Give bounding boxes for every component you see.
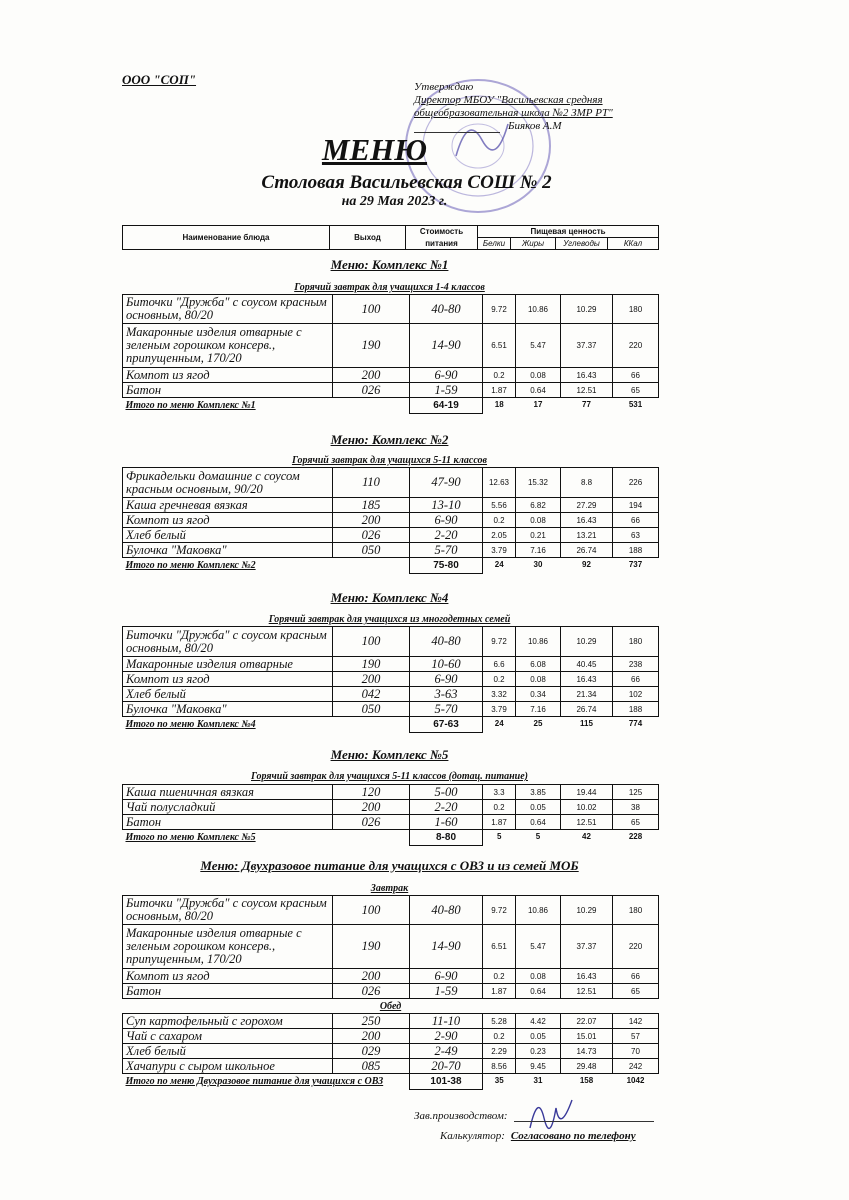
col-cost-2: питания	[406, 238, 478, 250]
menu-table-complex-2	[122, 467, 659, 574]
approval-school: общеобразовательная школа №2 ЗМР РТ"	[414, 107, 613, 119]
menu-date: на 29 Мая 2023 г.	[341, 194, 448, 209]
table-row: Хлеб белый 026 2-20 2.05 0.21 13.21 63	[123, 528, 659, 543]
canteen-title: Столовая Васильевская СОШ № 2	[261, 172, 552, 193]
table-row: Батон 026 1-59 1.87 0.64 12.51 65	[123, 383, 659, 398]
organization-name: ООО "СОП"	[122, 72, 197, 87]
lunch-label-row	[123, 999, 659, 1014]
table-row: Биточки "Дружба" с соусом красным основным, 80/20 100 40-80 9.72 10.86 10.29 180	[123, 896, 659, 925]
approval-director-name: Бияков А.М	[508, 120, 562, 132]
menu-table-complex-1	[122, 294, 659, 414]
col-name: Наименование блюда	[123, 226, 330, 250]
col-carbs: Углеводы	[556, 238, 608, 250]
total-row: Итого по меню Комплекс №2 75-80 24 30 92 737	[123, 558, 659, 574]
approval-position: Директор МБОУ "Васильевская средняя	[414, 94, 603, 106]
breakfast-label: Завтрак	[370, 883, 409, 894]
production-manager-line	[414, 1110, 654, 1122]
table-row: Хлеб белый 029 2-49 2.29 0.23 14.73 70	[123, 1044, 659, 1059]
approval-block	[414, 81, 654, 133]
total-row: Итого по меню Двухразовое питание для учащихся с ОВЗ 101-38 35 31 158 1042	[123, 1074, 659, 1090]
table-row: Хлеб белый 042 3-63 3.32 0.34 21.34 102	[123, 687, 659, 702]
menu-title: МЕНЮ	[321, 132, 428, 167]
approval-title: Утверждаю	[414, 81, 474, 93]
col-proteins: Белки	[478, 238, 511, 250]
column-header-table	[122, 225, 659, 250]
calculator-value: Согласовано по телефону	[510, 1130, 636, 1142]
production-signature-line	[514, 1121, 654, 1122]
table-row: Суп картофельный с горохом 250 11-10 5.28 4.42 22.07 142	[123, 1014, 659, 1029]
production-label: Зав.производством:	[414, 1110, 508, 1122]
section-title-complex-5: Меню: Комплекс №5	[330, 747, 449, 762]
table-row: Макаронные изделия отварные с зеленым горошком консерв., припущенным, 170/20 190 14-90 6.51 5.47 37.37 220	[123, 324, 659, 368]
table-row: Каша пшеничная вязкая 120 5-00 3.3 3.85 19.44 125	[123, 785, 659, 800]
table-row: Компот из ягод 200 6-90 0.2 0.08 16.43 66	[123, 368, 659, 383]
table-row: Батон 026 1-60 1.87 0.64 12.51 65	[123, 815, 659, 830]
table-row: Фрикадельки домашние с соусом красным основным, 90/20 110 47-90 12.63 15.32 8.8 226	[123, 468, 659, 498]
table-row: Макаронные изделия отварные с зеленым горошком консерв., припущенным, 170/20 190 14-90 6.51 5.47 37.37 220	[123, 925, 659, 969]
menu-table-ovz	[122, 895, 659, 1090]
col-cost-1: Стоимость	[406, 226, 478, 238]
table-row: Батон 026 1-59 1.87 0.64 12.51 65	[123, 984, 659, 999]
section-subtitle-complex-1: Горячий завтрак для учащихся 1-4 классов	[294, 282, 485, 293]
lunch-label: Обед	[123, 999, 659, 1014]
table-row: Компот из ягод 200 6-90 0.2 0.08 16.43 66	[123, 969, 659, 984]
table-row: Каша гречневая вязкая 185 13-10 5.56 6.82 27.29 194	[123, 498, 659, 513]
table-row: Булочка "Маковка" 050 5-70 3.79 7.16 26.74 188	[123, 702, 659, 717]
section-title-complex-2: Меню: Комплекс №2	[330, 432, 449, 447]
table-row: Биточки "Дружба" с соусом красным основным, 80/20 100 40-80 9.72 10.86 10.29 180	[123, 627, 659, 657]
calculator-line	[440, 1130, 636, 1142]
menu-table-complex-5	[122, 784, 659, 846]
col-nutrition: Пищевая ценность	[478, 226, 659, 238]
col-portion: Выход	[330, 226, 406, 250]
col-fats: Жиры	[511, 238, 556, 250]
section-title-complex-4: Меню: Комплекс №4	[330, 590, 449, 605]
section-title-complex-1: Меню: Комплекс №1	[330, 257, 449, 272]
calculator-label: Калькулятор:	[440, 1130, 505, 1142]
table-row: Булочка "Маковка" 050 5-70 3.79 7.16 26.74 188	[123, 543, 659, 558]
table-row: Компот из ягод 200 6-90 0.2 0.08 16.43 66	[123, 672, 659, 687]
section-title-ovz: Меню: Двухразовое питание для учащихся с ОВЗ и из семей МОБ	[200, 858, 579, 873]
table-row: Чай полусладкий 200 2-20 0.2 0.05 10.02 38	[123, 800, 659, 815]
table-row: Биточки "Дружба" с соусом красным основным, 80/20 100 40-80 9.72 10.86 10.29 180	[123, 295, 659, 324]
table-row: Компот из ягод 200 6-90 0.2 0.08 16.43 66	[123, 513, 659, 528]
total-row: Итого по меню Комплекс №4 67-63 24 25 115 774	[123, 717, 659, 733]
menu-table-complex-4	[122, 626, 659, 733]
total-row: Итого по меню Комплекс №5 8-80 5 5 42 228	[123, 830, 659, 846]
col-kcal: ККал	[608, 238, 659, 250]
section-subtitle-complex-4: Горячий завтрак для учащихся из многодетных семей	[268, 614, 511, 625]
table-row: Чай с сахаром 200 2-90 0.2 0.05 15.01 57	[123, 1029, 659, 1044]
section-subtitle-complex-2: Горячий завтрак для учащихся 5-11 классов	[291, 455, 488, 466]
table-row: Хачапури с сыром школьное 085 20-70 8.56 9.45 29.48 242	[123, 1059, 659, 1074]
table-row: Макаронные изделия отварные 190 10-60 6.6 6.08 40.45 238	[123, 657, 659, 672]
total-row: Итого по меню Комплекс №1 64-19 18 17 77 531	[123, 398, 659, 414]
section-subtitle-complex-5: Горячий завтрак для учащихся 5-11 классов (дотац. питание)	[251, 771, 528, 782]
